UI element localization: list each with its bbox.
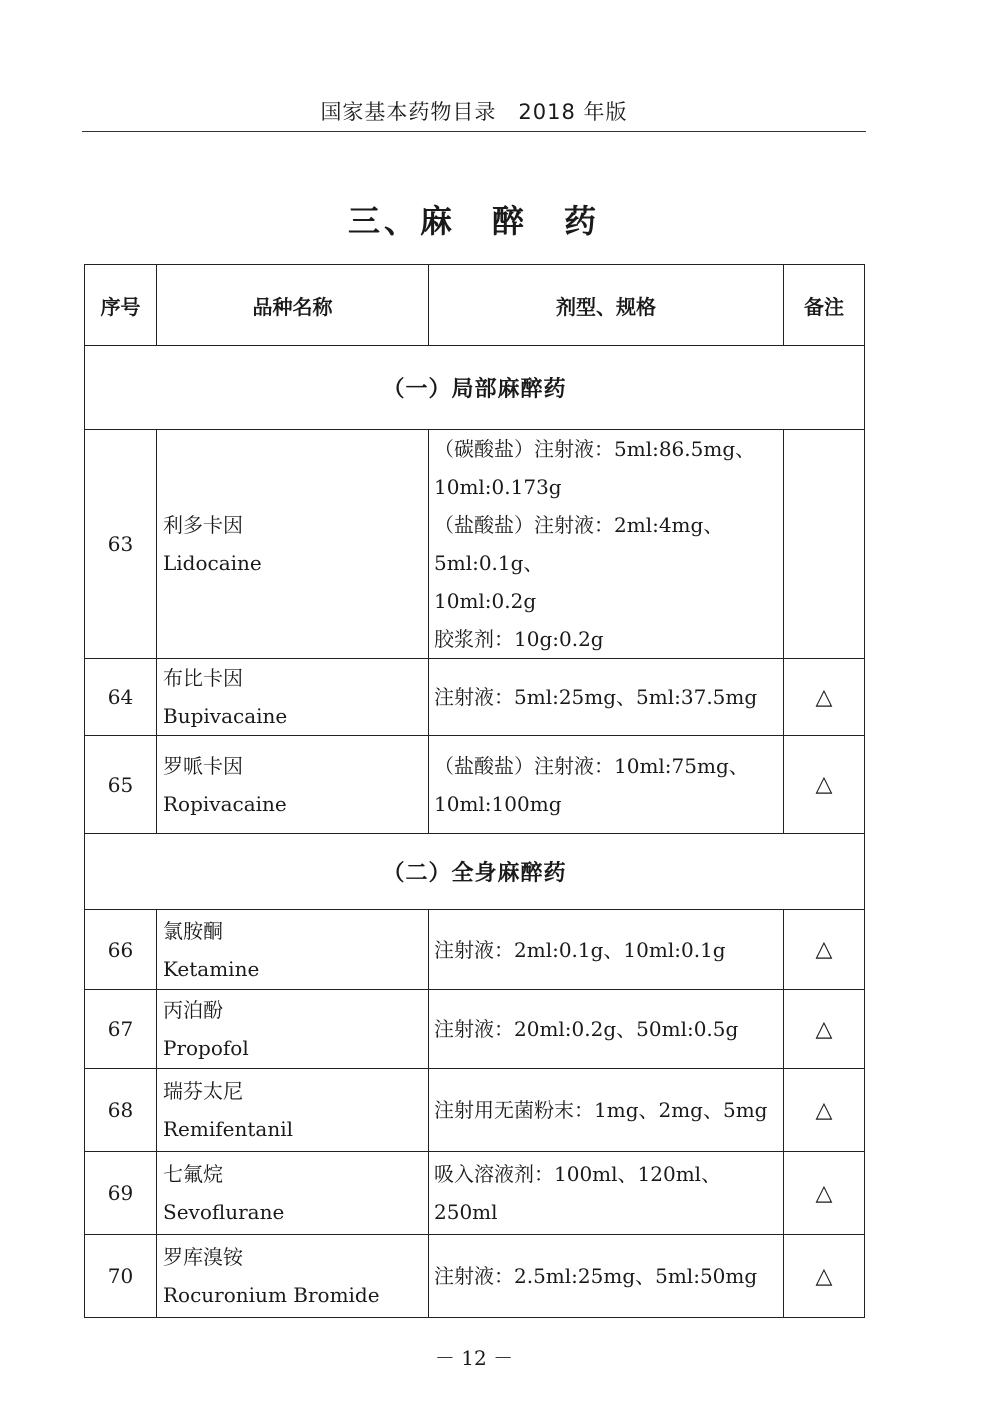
drug-name-chinese: 利多卡因 [163, 513, 243, 537]
column-header-note: 备注 [784, 265, 865, 346]
item-number: 65 [85, 736, 157, 834]
page-number: － 12 － [434, 1346, 514, 1370]
drug-name-chinese: 布比卡因 [163, 666, 243, 690]
column-header-name: 品种名称 [157, 265, 429, 346]
drug-table [84, 264, 865, 1318]
drug-name-chinese: 氯胺酮 [163, 918, 223, 943]
drug-name-cell [157, 1069, 429, 1152]
dosage-spec-line: 注射液：5ml:25mg、5ml:37.5mg [434, 685, 758, 709]
dosage-spec-line: 吸入溶液剂：100ml、120ml、250ml [434, 1162, 722, 1224]
drug-name-english: Rocuronium Bromide [163, 1283, 380, 1307]
category-heading: （一）局部麻醉药 [85, 346, 865, 430]
dosage-spec-cell [429, 910, 784, 990]
note-triangle-icon: △ [784, 736, 865, 834]
table-row [85, 1069, 865, 1152]
dosage-spec-cell [429, 1152, 784, 1235]
item-number: 63 [85, 430, 157, 659]
drug-name-cell [157, 736, 429, 834]
drug-name-english: Remifentanil [163, 1117, 294, 1141]
item-number: 66 [85, 910, 157, 990]
dosage-spec-cell [429, 1235, 784, 1318]
drug-name-cell [157, 1152, 429, 1235]
category-row [85, 346, 865, 430]
item-number: 64 [85, 659, 157, 736]
drug-name-cell [157, 910, 429, 990]
drug-name-chinese: 瑞芬太尼 [163, 1079, 243, 1103]
dosage-spec-line: 10ml:100mg [434, 791, 562, 816]
drug-name-chinese: 七氟烷 [163, 1162, 223, 1186]
drug-name-cell [157, 990, 429, 1069]
dosage-spec-line: 注射液：2ml:0.1g、10ml:0.1g [434, 937, 726, 962]
dosage-spec-line: （盐酸盐）注射液：2ml:4mg、5ml:0.1g、 [434, 513, 724, 575]
dosage-spec-cell [429, 1069, 784, 1152]
table-row [85, 1152, 865, 1235]
dosage-spec-cell [429, 430, 784, 659]
drug-name-english: Ketamine [163, 956, 260, 981]
drug-name-cell [157, 1235, 429, 1318]
table-row [85, 736, 865, 834]
dosage-spec-line: 10ml:0.173g [434, 475, 562, 499]
item-number: 70 [85, 1235, 157, 1318]
drug-name-english: Propofol [163, 1036, 249, 1060]
drug-name-english: Bupivacaine [163, 704, 288, 728]
note-triangle-icon: △ [784, 659, 865, 736]
note-triangle-icon [784, 430, 865, 659]
table-row [85, 1235, 865, 1318]
dosage-spec-cell [429, 736, 784, 834]
section-title: 三、麻 醉 药 [347, 202, 600, 240]
item-number: 67 [85, 990, 157, 1069]
page-header: 国家基本药物目录 2018 年版 [320, 100, 628, 124]
item-number: 68 [85, 1069, 157, 1152]
drug-name-chinese: 罗库溴铵 [163, 1245, 243, 1269]
category-row [85, 834, 865, 910]
table-row [85, 910, 865, 990]
dosage-spec-line: 注射用无菌粉末：1mg、2mg、5mg [434, 1098, 768, 1122]
drug-name-chinese: 丙泊酚 [163, 998, 223, 1022]
dosage-spec-line: 胶浆剂：10g:0.2g [434, 627, 604, 651]
table-row [85, 430, 865, 659]
note-triangle-icon: △ [784, 1069, 865, 1152]
category-heading: （二）全身麻醉药 [85, 834, 865, 910]
drug-name-cell [157, 659, 429, 736]
table-header-row [85, 265, 865, 346]
table-row [85, 990, 865, 1069]
header-rule [82, 131, 866, 132]
column-header-spec: 剂型、规格 [429, 265, 784, 346]
dosage-spec-line: 注射液：2.5ml:25mg、5ml:50mg [434, 1264, 758, 1288]
drug-name-english: Sevoflurane [163, 1200, 285, 1224]
dosage-spec-line: （碳酸盐）注射液：5ml:86.5mg、 [434, 437, 756, 461]
dosage-spec-line: 10ml:0.2g [434, 589, 537, 613]
dosage-spec-cell [429, 990, 784, 1069]
note-triangle-icon: △ [784, 1152, 865, 1235]
note-triangle-icon: △ [784, 1235, 865, 1318]
column-header-no: 序号 [85, 265, 157, 346]
table-row [85, 659, 865, 736]
dosage-spec-cell [429, 659, 784, 736]
note-triangle-icon: △ [784, 990, 865, 1069]
item-number: 69 [85, 1152, 157, 1235]
note-triangle-icon: △ [784, 910, 865, 990]
drug-name-english: Ropivacaine [163, 791, 287, 816]
dosage-spec-line: 注射液：20ml:0.2g、50ml:0.5g [434, 1017, 739, 1041]
drug-name-chinese: 罗哌卡因 [163, 753, 243, 778]
dosage-spec-line: （盐酸盐）注射液：10ml:75mg、 [434, 753, 749, 778]
drug-name-cell [157, 430, 429, 659]
drug-name-english: Lidocaine [163, 551, 262, 575]
